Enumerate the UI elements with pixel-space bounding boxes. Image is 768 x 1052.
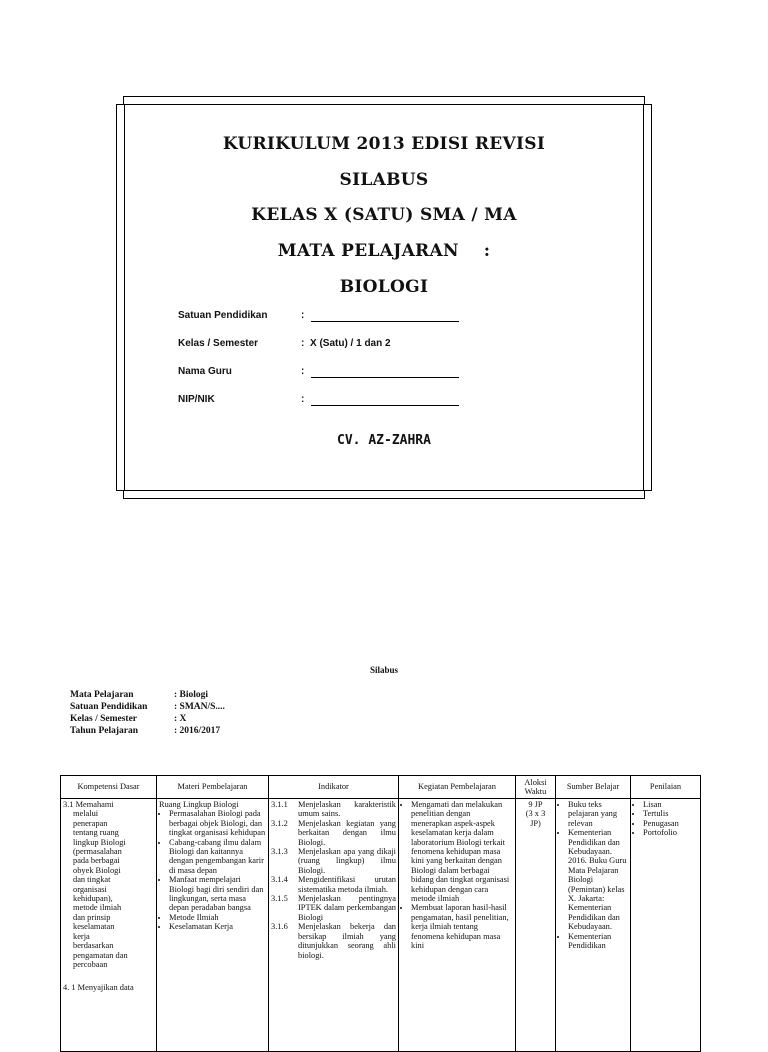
kd-line: dan prinsip [73,912,111,922]
indikator-number: 3.1.6 [271,922,288,932]
indikator-number: 3.1.4 [271,875,288,885]
sumber-list [558,800,628,951]
header-kompetensi-dasar: Kompetensi Dasar [61,776,157,799]
cover-title-subject: BIOLOGI [339,277,429,297]
cell-indikator [269,799,399,1052]
list-item [271,800,396,819]
alokasi-line: JP) [530,818,541,828]
meta-value: : 2016/2017 [174,726,221,736]
list-item: • Lisan [643,800,698,809]
field-label: Kelas / Semester [178,338,259,349]
cell-sumber-belajar [556,799,631,1052]
cover-title-kelas: KELAS X (SATU) SMA / MA [251,205,517,225]
cell-materi-pembelajaran [157,799,269,1052]
kd-line-4-1: 4. 1 Menyajikan data [63,983,134,993]
kd-line: penerapan [73,818,108,828]
header-penilaian: Penilaian [631,776,701,799]
list-item: • Membuat laporan hasil-hasil pengamatan, hasil penelitian, kerja ilmiah tentang fenomena kehidupan masa kini [411,903,513,950]
field-value: X (Satu) / 1 dan 2 [310,338,391,349]
kd-line: lingkup Biologi [73,837,126,847]
list-item: • Tertulis [643,809,698,818]
header-materi-pembelajaran: Materi Pembelajaran [157,776,269,799]
field-colon: : [301,338,305,349]
materi-title: Ruang Lingkup Biologi [159,800,239,809]
indikator-number: 3.1.1 [271,800,288,809]
kd-line: pada berbagai [73,856,120,866]
meta-key: Satuan Pendidikan [70,702,148,712]
field-label: NIP/NIK [178,394,215,405]
table-header-row [61,776,701,799]
kd-line: melalui [73,809,99,819]
list-item: • Mengamati dan melakukan penelitian dengan menerapkan aspek-aspek keselamatan kerja dalam laboratorium Biologi terkait fenomena kehidupan masa kini yang berkaitan dengan Biologi dalam berbagai bidang dan tingkat organisasi kehidupan dengan cara metode ilmiah [411,800,513,903]
meta-value: : Biologi [174,690,209,700]
indikator-text: Menjelaskan pentingnya IPTEK dalam perkembangan Biologi [298,894,396,922]
indikator-text: Menjelaskan apa yang dikaji (ruang lingkup) ilmu Biologi. [298,847,396,875]
kd-line: 3.1 Memahami [63,800,114,809]
header-kegiatan-pembelajaran: Kegiatan Pembelajaran [399,776,516,799]
cover-title-mata-pelajaran: MATA PELAJARAN : [277,241,491,261]
kd-line: obyek Biologi [73,865,121,875]
field-colon: : [301,366,305,377]
cell-kompetensi-dasar [61,799,157,1052]
list-item [271,875,396,894]
alokasi-line: 9 JP [528,800,543,809]
field-label: Satuan Pendidikan [178,310,268,321]
penilaian-list [633,800,698,838]
meta-value: : SMAN/S.... [174,702,225,712]
cover-title-kurikulum: KURIKULUM 2013 EDISI REVISI [222,134,546,154]
header-sumber-belajar: Sumber Belajar [556,776,631,799]
header-indikator: Indikator [269,776,399,799]
list-item: • Kementerian Pendidikan [568,932,628,951]
list-item: • Kementerian Pendidikan dan Kebudayaan. 2016. Buku Guru Mata Pelajaran Biologi (Pemintan) kelas X. Jakarta: Kementerian Pendidikan dan Kebudayaan. [568,828,628,931]
indikator-text: Menjelaskan bekerja dan bersikap ilmiah yang ditunjukkan seorang ahli biologi. [298,922,396,960]
cell-alokasi-waktu [516,799,556,1052]
kd-line: metode ilmiah [73,903,122,913]
meta-value: : X [174,714,187,724]
header-alokasi-waktu: Aloksi Waktu [516,776,556,799]
list-item: • Buku teks pelajaran yang relevan [568,800,628,828]
meta-key: Mata Pelajaran [70,690,134,700]
list-item [271,922,396,960]
kd-line: kehidupan), [73,894,113,904]
kd-line: keselamatan [73,922,115,932]
indikator-number: 3.1.5 [271,894,288,904]
kd-line: tentang ruang [73,828,119,838]
indikator-text: Menjelaskan karakteristik umum sains. [298,800,396,819]
cell-penilaian [631,799,701,1052]
list-item: • Keselamatan Kerja [169,922,266,931]
meta-key: Tahun Pelajaran [70,726,139,736]
list-item: • Metode Ilmiah [169,913,266,922]
indikator-number: 3.1.3 [271,847,288,857]
list-item [271,894,396,922]
list-item [271,819,396,847]
kd-line: kerja [73,931,90,941]
cover-title-silabus: SILABUS [339,170,429,190]
kd-line: organisasi [73,884,107,894]
kd-line: percobaan [73,959,108,969]
kd-line: berdasarkan [73,941,114,951]
silabus-table [60,775,701,1052]
field-label: Nama Guru [178,366,232,377]
field-colon: : [301,394,305,405]
field-blank-line [311,405,459,406]
indikator-number: 3.1.2 [271,818,288,828]
field-blank-line [311,377,459,378]
materi-list [159,809,266,931]
kd-line: pengamatan dan [73,950,128,960]
list-item [271,847,396,875]
list-item: • Portofolio [643,828,698,837]
kegiatan-list [401,800,513,951]
list-item: • Manfaat mempelajari Biologi bagi diri sendiri dan lingkungan, serta masa depan peradaban bangsa [169,875,266,913]
list-item: • Penugasan [643,819,698,828]
field-colon: : [301,310,305,321]
list-item: • Permasalahan Biologi pada berbagai objek Biologi, dan tingkat organisasi kehidupan [169,809,266,837]
alokasi-line: (3 x 3 [525,809,546,819]
table-row [61,799,701,1052]
field-blank-line [311,321,459,322]
list-item: • Cabang-cabang ilmu dalam Biologi dan kaitannya dengan pengembangan karir di masa depan [169,838,266,876]
silabus-title: Silabus [369,665,399,675]
meta-key: Kelas / Semester [70,714,138,724]
indikator-text: Menjelaskan kegiatan yang berkaitan dengan ilmu Biologi. [298,818,396,847]
kd-line: (permasalahan [73,847,122,857]
kd-line: dan tingkat [73,875,111,885]
cover-publisher: CV. AZ-ZAHRA [337,433,431,448]
cell-kegiatan-pembelajaran [399,799,516,1052]
indikator-text: Mengidentifikasi urutan sistematika metoda ilmiah. [298,875,396,894]
